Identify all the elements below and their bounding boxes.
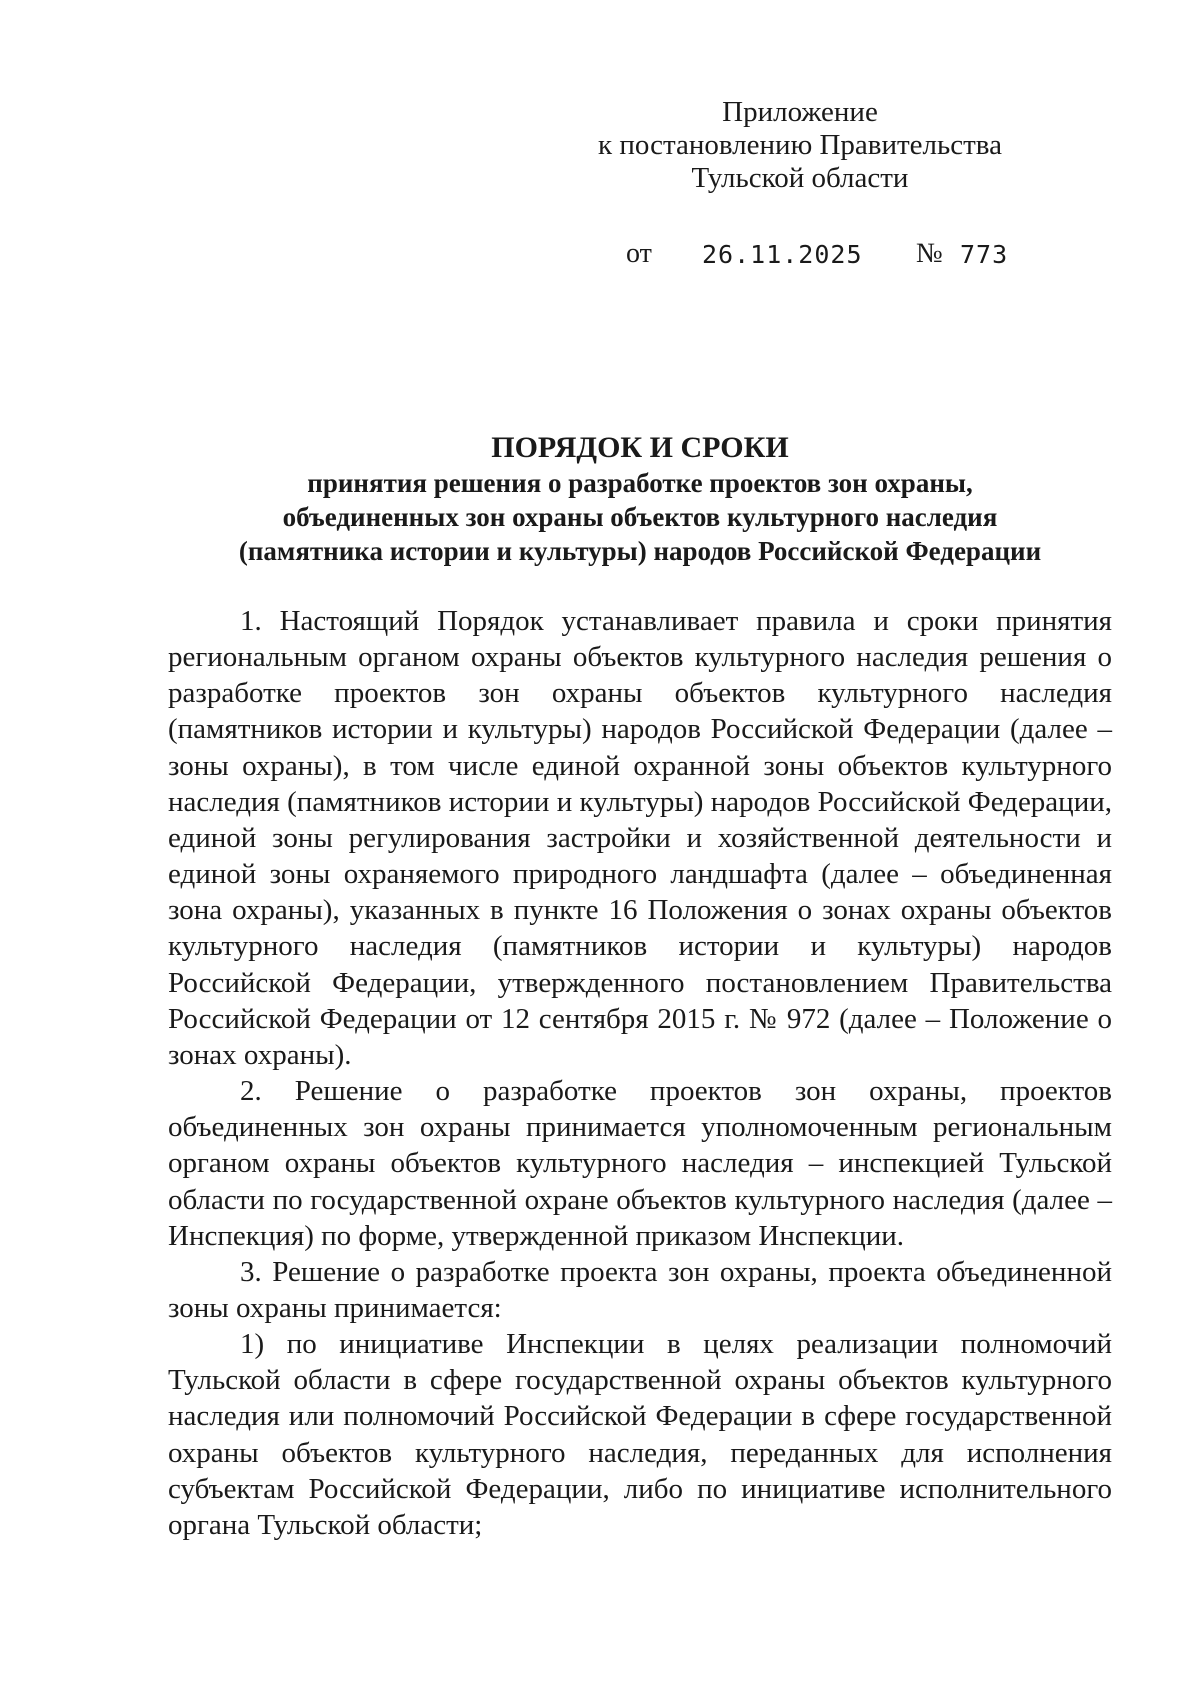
appendix-line: Приложение bbox=[722, 96, 878, 128]
number-sign: № bbox=[916, 238, 943, 269]
document-date: 26.11.2025 bbox=[702, 240, 863, 269]
appendix-line: Тульской области bbox=[691, 162, 909, 194]
paragraph-2: 2. Решение о разработке проектов зон охраны, проектов объединенных зон охраны принимается уполномоченным региональным органом охраны объектов культурного наследия – инспекцией Тульской области по государственной охране объектов культурного наследия (далее – Инспекция) по форме, утвержденной приказом Инспекции. bbox=[168, 1075, 1112, 1252]
title-line: принятия решения о разработке проектов зон охраны, bbox=[307, 468, 973, 498]
document-number: 773 bbox=[960, 240, 1009, 269]
title-line: (памятника истории и культуры) народов Российской Федерации bbox=[238, 536, 1042, 566]
paragraph-3-item-1: 1) по инициативе Инспекции в целях реализации полномочий Тульской области в сфере государственной охраны объектов культурного наследия или полномочий Российской Федерации в сфере государственной охраны объектов культурного наследия, переданных для исполнения субъектам Российской Федерации, либо по инициативе исполнительного органа Тульской области; bbox=[168, 1328, 1112, 1541]
appendix-line: к постановлению Правительства bbox=[598, 129, 1002, 161]
date-from-label: от bbox=[626, 238, 652, 269]
appendix-header bbox=[560, 96, 1040, 195]
title-main: ПОРЯДОК И СРОКИ bbox=[491, 431, 789, 464]
document-title bbox=[168, 430, 1112, 568]
document-body bbox=[168, 603, 1112, 1543]
paragraph-1: 1. Настоящий Порядок устанавливает правила и сроки принятия региональным органом охраны объектов культурного наследия решения о разработке проектов зон охраны объектов культурного наследия (памятников истории и культуры) народов Российской Федерации (далее – зоны охраны), в том числе единой охранной зоны объектов культурного наследия (памятников истории и культуры) народов Российской Федерации, единой зоны регулирования застройки и хозяйственной деятельности и единой зоны охраняемого природного ландшафта (далее – объединенная зона охраны), указанных в пункте 16 Положения о зонах охраны объектов культурного наследия (памятников истории и культуры) народов Российской Федерации, утвержденного постановлением Правительства Российской Федерации от 12 сентября 2015 г. № 972 (далее – Положение о зонах охраны). bbox=[168, 605, 1112, 1071]
title-line: объединенных зон охраны объектов культурного наследия bbox=[282, 502, 998, 532]
paragraph-3: 3. Решение о разработке проекта зон охраны, проекта объединенной зоны охраны принимается: bbox=[168, 1255, 1112, 1324]
